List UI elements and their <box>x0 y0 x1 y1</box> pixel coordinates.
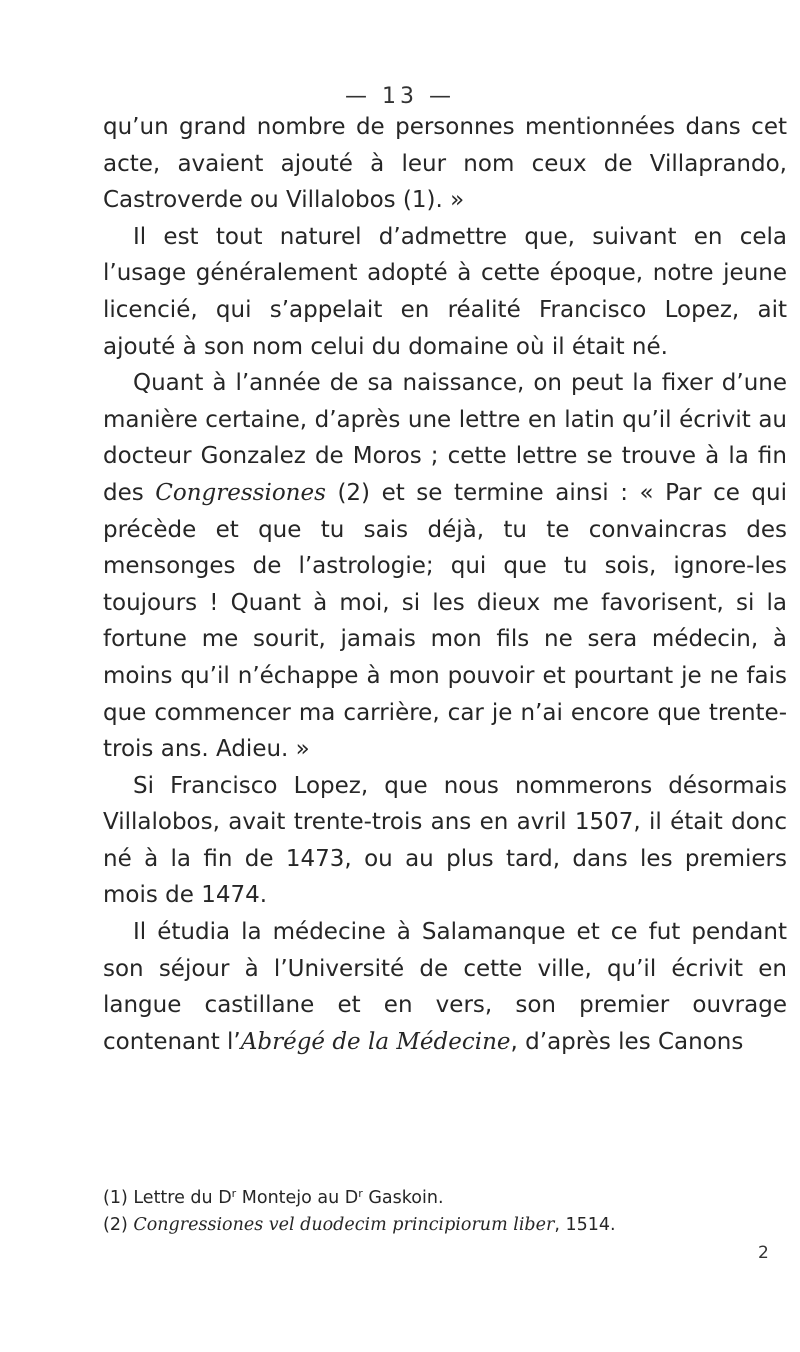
paragraph-1 <box>103 109 787 219</box>
paragraph-4-text: Si Francisco Lopez, que nous nommerons désormais Villalobos, avait trente-trois ans en avril 1507, il était donc né à la fin de 1473, ou au plus tard, dans les premiers mois de 1474. <box>103 772 787 909</box>
body-text <box>103 109 787 1060</box>
footnote-2-italic-title: Congressiones vel duodecim principiorum liber <box>127 1215 555 1235</box>
paragraph-5-text-after: , d’après les Canons <box>510 1028 744 1055</box>
footnote-2-marker: (2) <box>103 1215 128 1235</box>
paragraph-3-text-after: (2) et se termine ainsi : « Par ce qui précède et que tu sais déjà, tu te convaincras des mensonges de l’astrologie; qui que tu sois, ignore-les toujours ! Quant à moi, si les dieux me favorisent, si la fortune me sourit, jamais mon fils ne sera médecin, à moins qu’il n’échappe à mon pouvoir et pourtant je ne fais que commencer ma carrière, car je n’ai encore que trente-trois ans. Adieu. » <box>103 479 787 763</box>
paragraph-3-italic-title: Congressiones <box>155 479 326 506</box>
paragraph-5 <box>103 914 787 1060</box>
footnote-1-sup2: r <box>358 1187 363 1200</box>
paragraph-5-italic-title: Abrégé de la Médecine <box>240 1028 511 1055</box>
footnote-1-marker: (1) <box>103 1188 128 1208</box>
footnote-1-part1: Lettre du D <box>127 1188 232 1208</box>
signature-mark: 2 <box>758 1243 769 1263</box>
paragraph-5-text-before: Il étudia la médecine à Salamanque et ce fut pendant son séjour à l’Université de cette ville, qu’il écrivit en langue castillane et en vers, son premier ouvrage contenant l’ <box>103 919 787 1055</box>
paragraph-1-text: qu’un grand nombre de personnes mentionnées dans cet acte, avaient ajouté à leur nom ceux de Villaprando, Castroverde ou Villalobos (1). » <box>103 114 787 214</box>
footnotes <box>103 1185 787 1239</box>
page-number: — 13 — <box>345 84 455 109</box>
footnote-1-part2: Montejo au D <box>236 1188 359 1208</box>
paragraph-4 <box>103 768 787 914</box>
footnote-1 <box>103 1185 787 1212</box>
paragraph-3 <box>103 365 787 768</box>
footnote-2-after: , 1514. <box>554 1215 616 1235</box>
footnote-2 <box>103 1212 787 1239</box>
paragraph-3-text-before: Quant à l’année de sa naissance, on peut la fixer d’une manière certaine, d’après une lettre en latin qu’il écrivit au docteur Gonzalez de Moros ; cette lettre se trouve à la fin des <box>103 370 787 506</box>
paragraph-2-text: Il est tout naturel d’admettre que, suivant en cela l’usage généralement adopté à cette époque, notre jeune licencié, qui s’appelait en réalité Francisco Lopez, ait ajouté à son nom celui du domaine où il était né. <box>103 223 787 360</box>
footnote-1-part3: Gaskoin. <box>362 1188 444 1208</box>
footnote-1-sup1: r <box>231 1187 237 1200</box>
paragraph-2 <box>103 219 787 365</box>
